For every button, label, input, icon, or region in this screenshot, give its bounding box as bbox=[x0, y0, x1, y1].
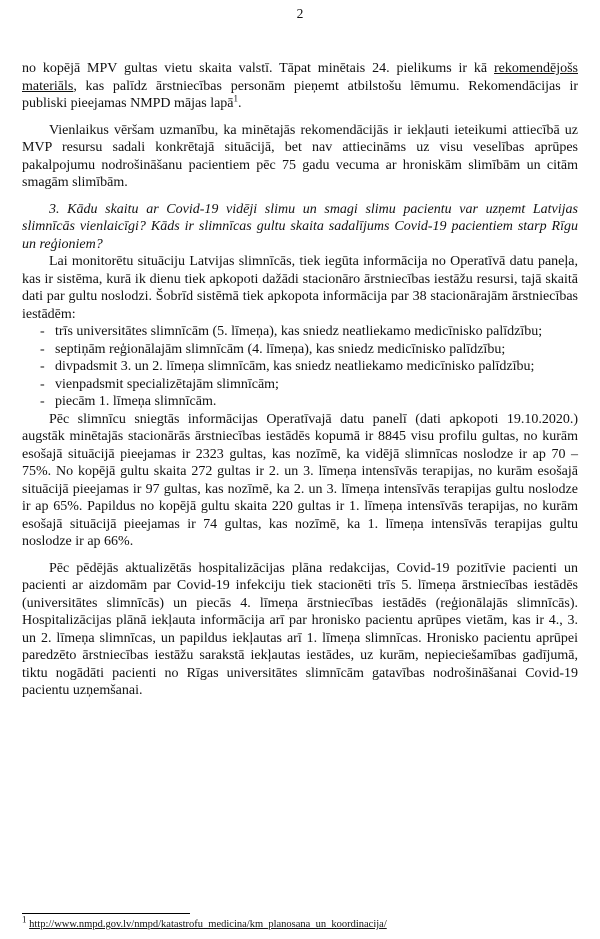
list-dash-marker: - bbox=[40, 376, 45, 392]
list-item-text: vienpadsmit specializētajām slimnīcām; bbox=[55, 376, 279, 392]
list-item bbox=[22, 358, 578, 376]
document-body bbox=[22, 60, 578, 700]
paragraph-1-text-c: . bbox=[238, 96, 242, 111]
footnote-text bbox=[22, 914, 578, 931]
footnote bbox=[22, 913, 578, 931]
underlined-phrase: rekomendējošs materiāls bbox=[22, 61, 578, 94]
page-number: 2 bbox=[296, 6, 304, 21]
paragraph-5: Pēc slimnīcu sniegtās informācijas Operatīvajā datu panelī (dati apkopoti 19.10.2020.) augstāk minētajās stacionārās ārstniecības iestādēs kopumā ir 8845 visu profilu gultas, no kurām esošajā situācijā pieejamas ir 2323 gultas, kas nozīmē, ka vidējā slimnīcas noslodze ir ap 70 – 75%. No kopējā gultu skaita 272 gultas ir 2. un 3. līmeņa intensīvās terapijas, no kurām esošajā situācijā pieejamas ir 97 gultas, kas nozīmē, ka 2. un 3. līmeņa intensīvās terapijas gultu noslodze ir ap 65%. Papildus no kopējā gultu skaita 220 gultas ir 1. līmeņa intensīvās terapijas, no kurām esošajā situācijā pieejamas ir 74 gultas, kas nozīmē, ka 1. līmeņa intensīvās terapijas gultu noslodze ir ap 66%. bbox=[22, 411, 578, 549]
list-item-text: divpadsmit 3. un 2. līmeņa slimnīcām, kas sniedz neatliekamo medicīnisko palīdzību; bbox=[55, 359, 535, 374]
footnote-number: 1 bbox=[22, 914, 27, 925]
question-3: 3. Kādu skaitu ar Covid-19 vidēji slimu un smagi slimu pacientu var uzņemt Latvijas slimnīcās vienlaicīgi? Kāds ir slimnīcas gultu skaita sadalījums Covid-19 pacientiem starp Rīgu un reģioniem? bbox=[22, 201, 578, 252]
footnote-separator-rule bbox=[22, 913, 190, 914]
list-item bbox=[22, 341, 578, 359]
paragraph-6: Pēc pēdējās aktualizētās hospitalizācijas plāna redakcijas, Covid-19 pozitīvie pacienti un pacienti ar aizdomām par Covid-19 infekciju tiek stacionēti trīs 5. līmeņa ārstniecības iestādēs (universitātes slimnīcās) un piecās 4. līmeņa ārstniecības iestādēs (reģionālajās slimnīcās). Hospitalizācijas plānā iekļauta informācija arī par hronisko pacientu aprūpes vietām, kas ir 4., 3. un 2. līmeņa slimnīcas, un papildus iekļautas arī 1. līmeņa slimnīcas. Hronisko pacientu aprūpei paredzēto ārstniecības iestāžu sarakstā iekļautas iestādes, uz kurām, nepieciešamības gadījumā, tiktu nogādāti pacienti no Rīgas universitātes slimnīcām gatavības nodrošināšanai Covid-19 pacientu uzņemšanai. bbox=[22, 560, 578, 698]
list-dash-marker: - bbox=[40, 341, 45, 357]
list-item-text: piecām 1. līmeņa slimnīcām. bbox=[55, 394, 217, 409]
list-dash-marker: - bbox=[40, 394, 45, 409]
list-dash-marker: - bbox=[40, 359, 45, 374]
list-item bbox=[22, 376, 578, 394]
list-dash-marker: - bbox=[40, 324, 45, 339]
paragraph-2: Vienlaikus vēršam uzmanību, ka minētajās rekomendācijās ir iekļauti ieteikumi attiecībā uz MVP resursu sadali konkrētajā situācijā, bet nav attiecināms uz visu veselības aprūpes pakalpojumu nodrošināšanu pacientiem pēc 75 gadu vecuma ar hroniskām slimībām un citām smagām slimībām. bbox=[22, 122, 578, 190]
list-item bbox=[22, 393, 578, 411]
footnote-reference-marker: 1 bbox=[233, 93, 239, 104]
paragraph-1-text-b: , kas palīdz ārstniecības personām pieņemt atbilstošu lēmumu. Rekomendācijas ir publiski pieejamas NMPD mājas lapā bbox=[22, 78, 578, 111]
list-item-text: septiņām reģionālajām slimnīcām (4. līmeņa), kas sniedz medicīnisko palīdzību; bbox=[55, 341, 506, 357]
paragraph-1 bbox=[22, 60, 578, 113]
footnote-url-link[interactable]: http://www.nmpd.gov.lv/nmpd/katastrofu_medicina/km_planosana_un_koordinacija/ bbox=[29, 919, 387, 930]
list-item-text: trīs universitātes slimnīcām (5. līmeņa), kas sniedz neatliekamo medicīnisko palīdzību; bbox=[55, 324, 543, 339]
paragraph-1-text-a: no kopējā MPV gultas vietu skaita valstī. Tāpat minētais 24. pielikums ir kā bbox=[22, 61, 495, 76]
list-item bbox=[22, 323, 578, 341]
hospital-levels-list bbox=[22, 323, 578, 411]
paragraph-4: Lai monitorētu situāciju Latvijas slimnīcās, tiek iegūta informācija no Operatīvā datu paneļa, kas ir sistēma, kurā ik dienu tiek apkopoti dažādi stacionāro ārstniecības iestāžu resursi, tajā skaitā dati par gultu noslodzi. Šobrīd sistēmā tiek apkopota informācija par 38 stacionārajām ārstniecības iestādēm: bbox=[22, 254, 578, 322]
